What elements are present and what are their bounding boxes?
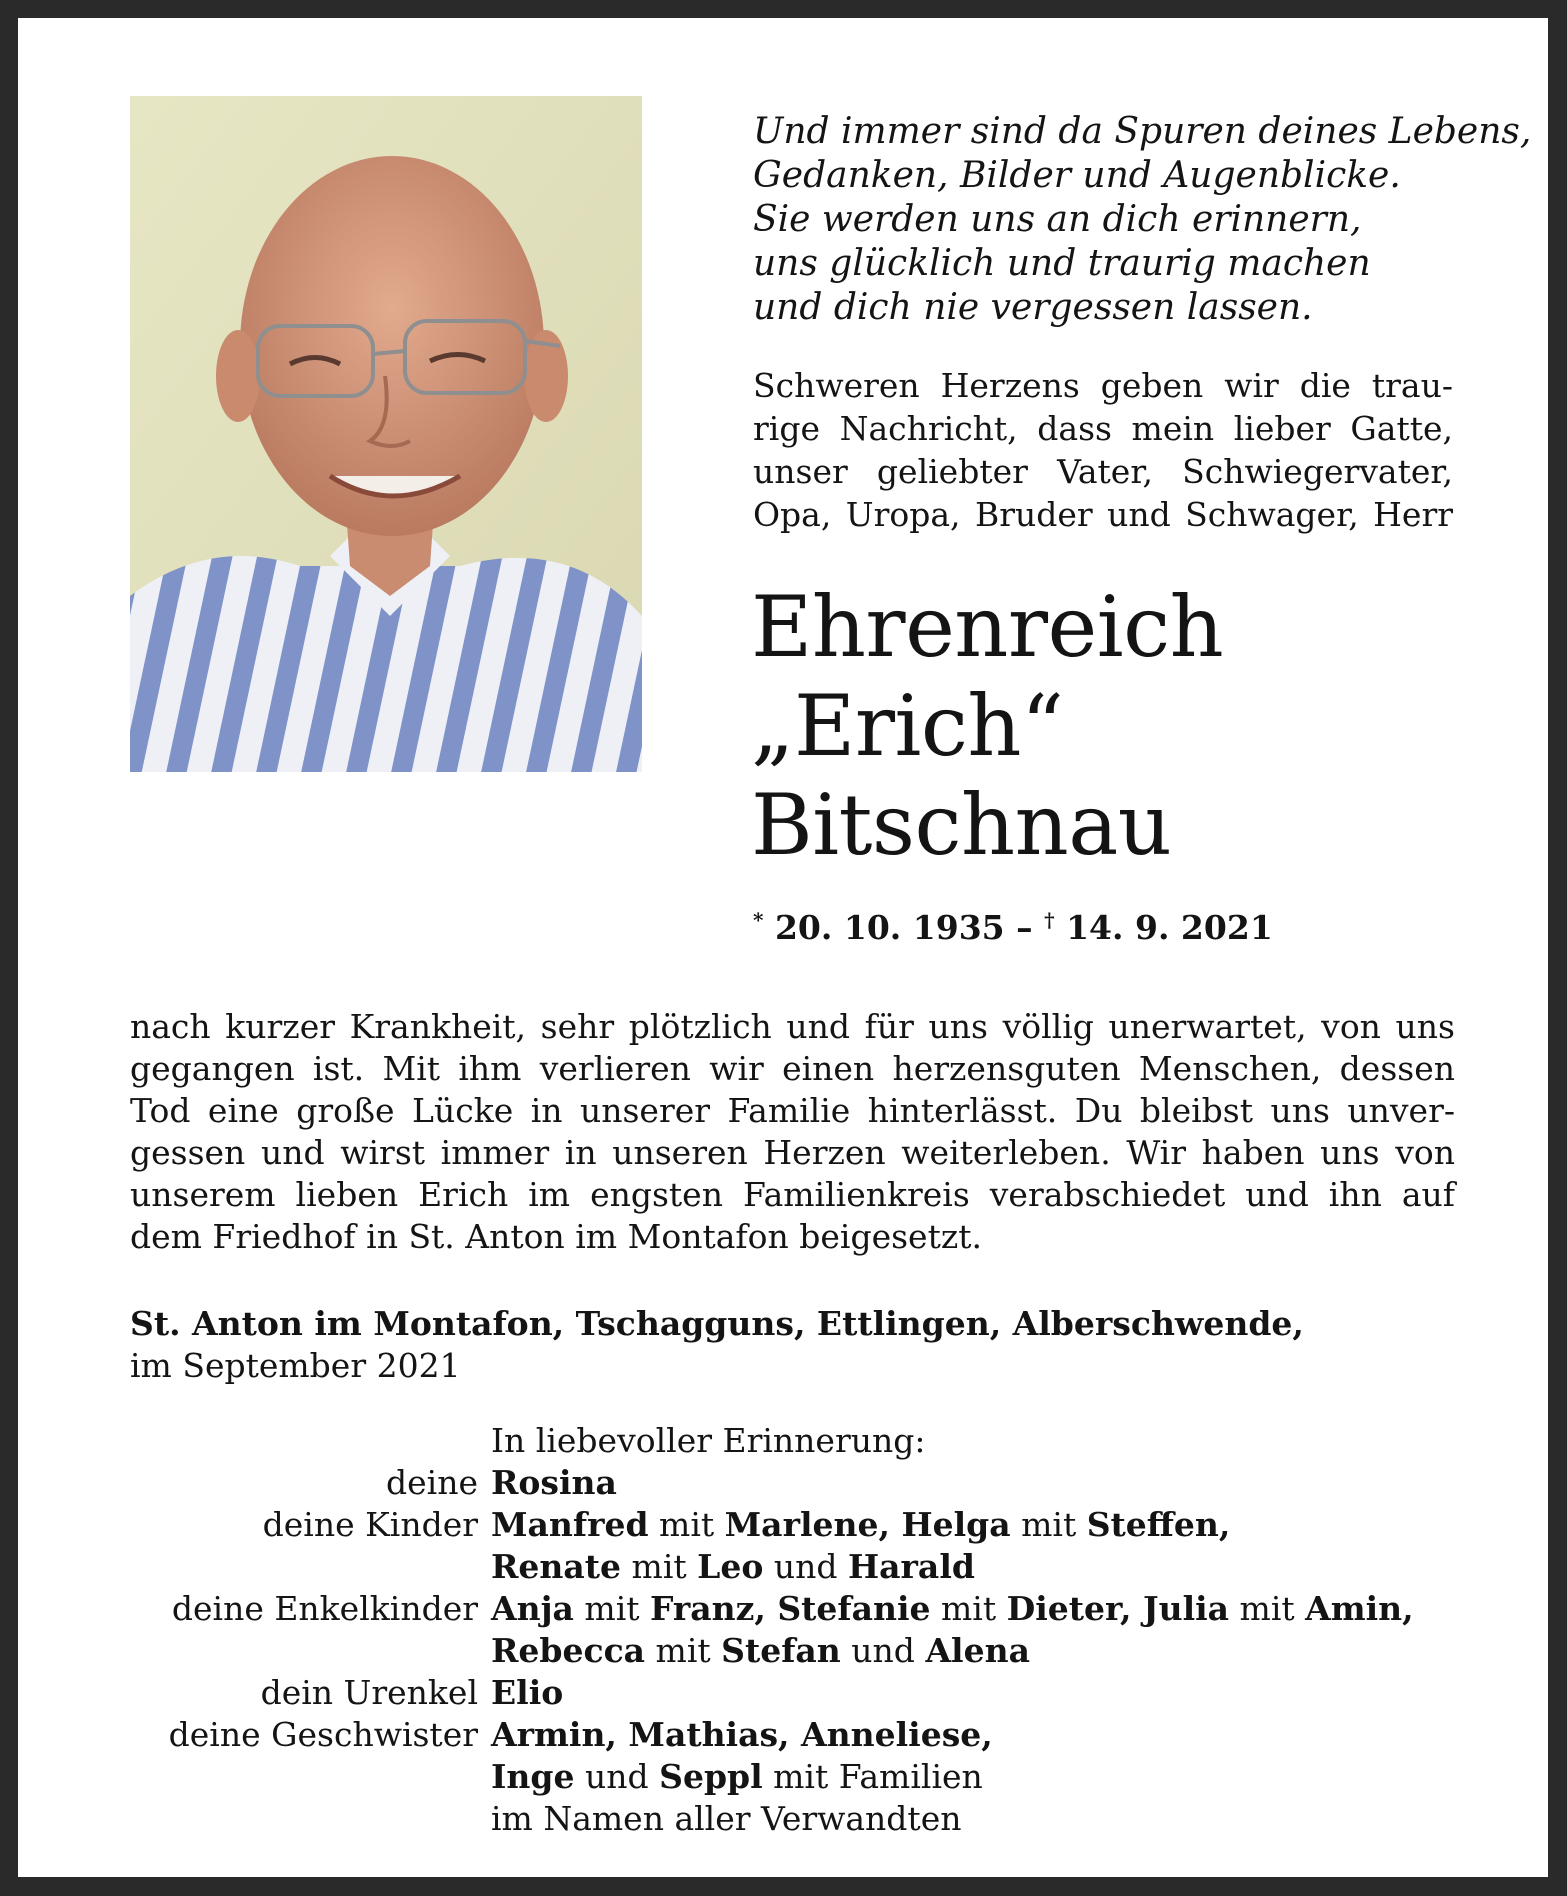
announcement-line: Schweren Herzens geben wir die trau- bbox=[753, 366, 1453, 405]
family-row bbox=[18, 1546, 1548, 1588]
family-row bbox=[18, 1588, 1548, 1630]
family-relation: deine bbox=[386, 1463, 478, 1502]
poem-line: und dich nie vergessen lassen. bbox=[753, 287, 1313, 328]
portrait-photo bbox=[130, 96, 642, 772]
family-member-name: Steffen, bbox=[1086, 1505, 1231, 1544]
family-row bbox=[18, 1756, 1548, 1798]
family-member-name: Marlene, Helga bbox=[724, 1505, 1011, 1544]
family-list bbox=[18, 1462, 1548, 1840]
family-row bbox=[18, 1630, 1548, 1672]
body-line: dem Friedhof in St. Anton im Montafon beigesetzt. bbox=[130, 1217, 982, 1256]
body-line: gessen und wirst immer in unseren Herzen weiterleben. Wir haben uns von bbox=[130, 1133, 1455, 1172]
family-member-name: Seppl bbox=[659, 1757, 763, 1796]
announcement-line: rige Nachricht, dass mein lieber Gatte, bbox=[753, 409, 1453, 448]
connector-text: mit bbox=[648, 1505, 725, 1544]
family-relation: deine Kinder bbox=[262, 1505, 478, 1544]
connector-text: mit bbox=[573, 1589, 651, 1628]
family-member-name: Inge bbox=[491, 1757, 575, 1796]
obituary-page bbox=[18, 18, 1548, 1877]
poem-line: Sie werden uns an dich erinnern, bbox=[753, 199, 1362, 240]
family-names bbox=[491, 1798, 961, 1840]
family-member-name: Rebecca bbox=[491, 1631, 646, 1670]
last-name: Bitschnau bbox=[751, 776, 1172, 874]
body-line: unserem lieben Erich im engsten Familienkreis verabschiedet und ihn auf bbox=[130, 1175, 1455, 1214]
memory-heading: In liebevoller Erinnerung: bbox=[491, 1421, 926, 1460]
family-member-name: Alena bbox=[925, 1631, 1030, 1670]
announcement bbox=[753, 364, 1453, 536]
family-member-name: Stefan bbox=[721, 1631, 841, 1670]
family-member-name: Amin, bbox=[1305, 1589, 1414, 1628]
family-member-name: Franz, Stefanie bbox=[650, 1589, 931, 1628]
family-row bbox=[18, 1462, 1548, 1504]
family-relation: dein Urenkel bbox=[260, 1673, 478, 1712]
connector-text: und bbox=[574, 1757, 660, 1796]
family-member-name: Renate bbox=[491, 1547, 622, 1586]
family-member-name: Rosina bbox=[491, 1463, 617, 1502]
body-text bbox=[130, 1006, 1455, 1258]
nickname: „Erich“ bbox=[751, 677, 1064, 775]
family-names bbox=[491, 1462, 617, 1504]
places-list: St. Anton im Montafon, Tschagguns, Ettlingen, Alberschwende, bbox=[130, 1304, 1304, 1343]
family-row bbox=[18, 1504, 1548, 1546]
family-row bbox=[18, 1672, 1548, 1714]
family-row bbox=[18, 1798, 1548, 1840]
connector-text: und bbox=[763, 1547, 848, 1586]
announcement-line: unser geliebter Vater, Schwiegervater, bbox=[753, 452, 1453, 491]
family-names bbox=[491, 1504, 1230, 1546]
connector-text: im Namen aller Verwandten bbox=[491, 1799, 962, 1838]
birth-date: 20. 10. 1935 bbox=[774, 908, 1005, 947]
deceased-name bbox=[751, 578, 1511, 875]
family-names bbox=[491, 1756, 983, 1798]
family-relation: deine Enkelkinder bbox=[171, 1589, 478, 1628]
family-names bbox=[491, 1546, 975, 1588]
family-member-name: Dieter, Julia bbox=[1006, 1589, 1230, 1628]
family-member-name: Elio bbox=[491, 1673, 564, 1712]
family-member-name: Anja bbox=[491, 1589, 574, 1628]
family-names bbox=[491, 1672, 563, 1714]
family-names bbox=[491, 1714, 993, 1756]
death-symbol: † bbox=[1044, 908, 1055, 932]
family-member-name: Leo bbox=[697, 1547, 764, 1586]
family-member-name: Manfred bbox=[491, 1505, 649, 1544]
poem-line: Und immer sind da Spuren deines Lebens, bbox=[753, 111, 1532, 152]
connector-text: und bbox=[840, 1631, 926, 1670]
portrait-illustration bbox=[130, 96, 642, 772]
poem bbox=[753, 110, 1532, 330]
connector-text: mit bbox=[1229, 1589, 1306, 1628]
connector-text: mit bbox=[645, 1631, 722, 1670]
announcement-line: Opa, Uropa, Bruder und Schwager, Herr bbox=[753, 495, 1453, 534]
connector-text: mit Familien bbox=[762, 1757, 983, 1796]
date-separator: – bbox=[1016, 908, 1033, 947]
body-line: gegangen ist. Mit ihm verlieren wir einen herzensguten Menschen, dessen bbox=[130, 1049, 1455, 1088]
family-row bbox=[18, 1714, 1548, 1756]
birth-symbol: * bbox=[753, 908, 764, 932]
month-year: im September 2021 bbox=[130, 1346, 461, 1385]
family-relation: deine Geschwister bbox=[168, 1715, 478, 1754]
connector-text: mit bbox=[621, 1547, 698, 1586]
poem-line: Gedanken, Bilder und Augenblicke. bbox=[753, 155, 1401, 196]
first-name: Ehrenreich bbox=[751, 578, 1224, 676]
life-dates bbox=[753, 908, 1273, 947]
family-names bbox=[491, 1588, 1414, 1630]
body-line: nach kurzer Krankheit, sehr plötzlich und für uns völlig unerwartet, von uns bbox=[130, 1007, 1455, 1046]
family-member-name: Harald bbox=[847, 1547, 975, 1586]
poem-line: uns glücklich und traurig machen bbox=[753, 243, 1371, 284]
family-names bbox=[491, 1630, 1030, 1672]
body-line: Tod eine große Lücke in unserer Familie hinterlässt. Du bleibst uns unver- bbox=[130, 1091, 1455, 1130]
places-and-date bbox=[130, 1303, 1470, 1387]
family-member-name: Armin, Mathias, Anneliese, bbox=[491, 1715, 993, 1754]
connector-text: mit bbox=[930, 1589, 1007, 1628]
death-date: 14. 9. 2021 bbox=[1066, 908, 1273, 947]
connector-text: mit bbox=[1010, 1505, 1087, 1544]
